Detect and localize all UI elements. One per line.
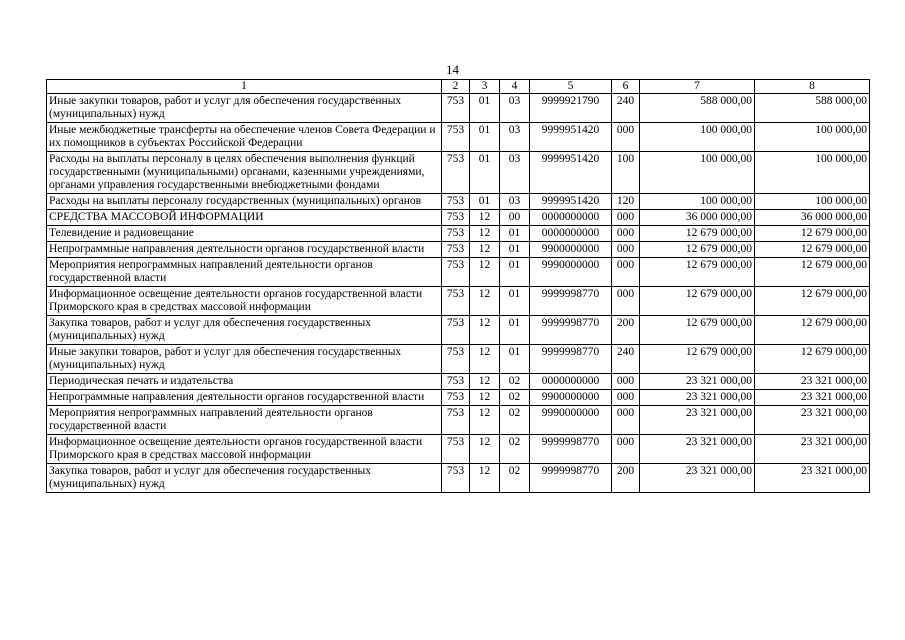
- expense-name-cell: Непрограммные направления деятельности органов государственной власти: [47, 390, 442, 406]
- amount-year-2-cell: 12 679 000,00: [755, 258, 870, 287]
- subsection-code-cell: 03: [500, 152, 530, 194]
- amount-year-1-cell: 100 000,00: [640, 194, 755, 210]
- subsection-code-cell: 01: [500, 345, 530, 374]
- table-body: [47, 94, 870, 493]
- amount-year-1-cell: 12 679 000,00: [640, 287, 755, 316]
- grbs-code-cell: 753: [442, 374, 470, 390]
- table-row: [47, 464, 870, 493]
- target-article-cell: 0000000000: [530, 374, 612, 390]
- subsection-code-cell: 01: [500, 258, 530, 287]
- target-article-cell: 9900000000: [530, 390, 612, 406]
- table-row: [47, 152, 870, 194]
- section-code-cell: 01: [470, 152, 500, 194]
- table-row: [47, 345, 870, 374]
- target-article-cell: 9999998770: [530, 345, 612, 374]
- amount-year-1-cell: 12 679 000,00: [640, 242, 755, 258]
- expense-name-cell: Периодическая печать и издательства: [47, 374, 442, 390]
- target-article-cell: 9999998770: [530, 316, 612, 345]
- expense-name-cell: Иные закупки товаров, работ и услуг для обеспечения государственных (муниципальных) нужд: [47, 94, 442, 123]
- target-article-cell: 9999921790: [530, 94, 612, 123]
- section-code-cell: 01: [470, 123, 500, 152]
- table-row: [47, 258, 870, 287]
- table-row: [47, 194, 870, 210]
- amount-year-1-cell: 12 679 000,00: [640, 226, 755, 242]
- subsection-code-cell: 00: [500, 210, 530, 226]
- table-row: [47, 210, 870, 226]
- amount-year-2-cell: 12 679 000,00: [755, 226, 870, 242]
- amount-year-1-cell: 588 000,00: [640, 94, 755, 123]
- expense-name-cell: Закупка товаров, работ и услуг для обеспечения государственных (муниципальных) нужд: [47, 464, 442, 493]
- expense-name-cell: Иные закупки товаров, работ и услуг для обеспечения государственных (муниципальных) нужд: [47, 345, 442, 374]
- subsection-code-cell: 01: [500, 226, 530, 242]
- column-header-7: 7: [640, 80, 755, 94]
- expense-name-cell: Информационное освещение деятельности органов государственной власти Приморского края в средствах массовой информации: [47, 287, 442, 316]
- subsection-code-cell: 01: [500, 316, 530, 345]
- section-code-cell: 12: [470, 374, 500, 390]
- amount-year-2-cell: 12 679 000,00: [755, 345, 870, 374]
- table-row: [47, 287, 870, 316]
- section-code-cell: 12: [470, 390, 500, 406]
- section-code-cell: 12: [470, 435, 500, 464]
- subsection-code-cell: 02: [500, 390, 530, 406]
- expense-name-cell: Мероприятия непрограммных направлений деятельности органов государственной власти: [47, 258, 442, 287]
- amount-year-2-cell: 23 321 000,00: [755, 390, 870, 406]
- section-code-cell: 12: [470, 287, 500, 316]
- amount-year-2-cell: 100 000,00: [755, 123, 870, 152]
- expense-type-cell: 000: [612, 123, 640, 152]
- target-article-cell: 0000000000: [530, 210, 612, 226]
- expense-name-cell: Непрограммные направления деятельности органов государственной власти: [47, 242, 442, 258]
- expense-type-cell: 200: [612, 464, 640, 493]
- column-header-4: 4: [500, 80, 530, 94]
- expense-name-cell: Расходы на выплаты персоналу государственных (муниципальных) органов: [47, 194, 442, 210]
- amount-year-1-cell: 12 679 000,00: [640, 316, 755, 345]
- table-row: [47, 406, 870, 435]
- amount-year-2-cell: 23 321 000,00: [755, 435, 870, 464]
- expense-type-cell: 240: [612, 94, 640, 123]
- expense-name-cell: СРЕДСТВА МАССОВОЙ ИНФОРМАЦИИ: [47, 210, 442, 226]
- table-row: [47, 226, 870, 242]
- amount-year-1-cell: 23 321 000,00: [640, 390, 755, 406]
- grbs-code-cell: 753: [442, 94, 470, 123]
- expense-type-cell: 000: [612, 226, 640, 242]
- grbs-code-cell: 753: [442, 345, 470, 374]
- table-row: [47, 374, 870, 390]
- section-code-cell: 12: [470, 406, 500, 435]
- expense-type-cell: 000: [612, 435, 640, 464]
- expense-type-cell: 000: [612, 374, 640, 390]
- table-row: [47, 123, 870, 152]
- expense-name-cell: Информационное освещение деятельности органов государственной власти Приморского края в средствах массовой информации: [47, 435, 442, 464]
- amount-year-2-cell: 100 000,00: [755, 152, 870, 194]
- budget-table: [46, 79, 870, 493]
- section-code-cell: 12: [470, 258, 500, 287]
- target-article-cell: 9900000000: [530, 242, 612, 258]
- amount-year-2-cell: 36 000 000,00: [755, 210, 870, 226]
- subsection-code-cell: 01: [500, 287, 530, 316]
- table-row: [47, 390, 870, 406]
- amount-year-1-cell: 23 321 000,00: [640, 435, 755, 464]
- section-code-cell: 01: [470, 194, 500, 210]
- grbs-code-cell: 753: [442, 258, 470, 287]
- amount-year-1-cell: 12 679 000,00: [640, 345, 755, 374]
- expense-name-cell: Закупка товаров, работ и услуг для обеспечения государственных (муниципальных) нужд: [47, 316, 442, 345]
- column-header-5: 5: [530, 80, 612, 94]
- target-article-cell: 9999998770: [530, 435, 612, 464]
- header-row: [47, 80, 870, 94]
- subsection-code-cell: 02: [500, 406, 530, 435]
- amount-year-1-cell: 36 000 000,00: [640, 210, 755, 226]
- subsection-code-cell: 01: [500, 242, 530, 258]
- amount-year-1-cell: 23 321 000,00: [640, 406, 755, 435]
- amount-year-2-cell: 12 679 000,00: [755, 287, 870, 316]
- expense-type-cell: 240: [612, 345, 640, 374]
- amount-year-2-cell: 12 679 000,00: [755, 316, 870, 345]
- section-code-cell: 12: [470, 464, 500, 493]
- expense-type-cell: 000: [612, 390, 640, 406]
- grbs-code-cell: 753: [442, 316, 470, 345]
- grbs-code-cell: 753: [442, 242, 470, 258]
- table-header: [47, 80, 870, 94]
- target-article-cell: 9990000000: [530, 406, 612, 435]
- grbs-code-cell: 753: [442, 123, 470, 152]
- expense-type-cell: 000: [612, 258, 640, 287]
- column-header-2: 2: [442, 80, 470, 94]
- target-article-cell: 9999951420: [530, 194, 612, 210]
- subsection-code-cell: 02: [500, 435, 530, 464]
- subsection-code-cell: 02: [500, 374, 530, 390]
- amount-year-1-cell: 12 679 000,00: [640, 258, 755, 287]
- section-code-cell: 12: [470, 242, 500, 258]
- target-article-cell: 0000000000: [530, 226, 612, 242]
- target-article-cell: 9999951420: [530, 123, 612, 152]
- amount-year-2-cell: 100 000,00: [755, 194, 870, 210]
- amount-year-1-cell: 100 000,00: [640, 123, 755, 152]
- amount-year-2-cell: 12 679 000,00: [755, 242, 870, 258]
- amount-year-1-cell: 23 321 000,00: [640, 374, 755, 390]
- amount-year-2-cell: 23 321 000,00: [755, 374, 870, 390]
- grbs-code-cell: 753: [442, 194, 470, 210]
- column-header-8: 8: [755, 80, 870, 94]
- amount-year-2-cell: 23 321 000,00: [755, 406, 870, 435]
- amount-year-1-cell: 23 321 000,00: [640, 464, 755, 493]
- expense-name-cell: Расходы на выплаты персоналу в целях обеспечения выполнения функций государственными (муниципальными) органами, казенными учреждениями, органами управления государственными внебюджетными фондами: [47, 152, 442, 194]
- expense-name-cell: Мероприятия непрограммных направлений деятельности органов государственной власти: [47, 406, 442, 435]
- target-article-cell: 9999998770: [530, 464, 612, 493]
- section-code-cell: 12: [470, 316, 500, 345]
- amount-year-1-cell: 100 000,00: [640, 152, 755, 194]
- grbs-code-cell: 753: [442, 287, 470, 316]
- subsection-code-cell: 02: [500, 464, 530, 493]
- target-article-cell: 9999998770: [530, 287, 612, 316]
- expense-name-cell: Иные межбюджетные трансферты на обеспечение членов Совета Федерации и их помощников в субъектах Российской Федерации: [47, 123, 442, 152]
- expense-type-cell: 100: [612, 152, 640, 194]
- subsection-code-cell: 03: [500, 94, 530, 123]
- expense-type-cell: 000: [612, 287, 640, 316]
- expense-type-cell: 000: [612, 242, 640, 258]
- expense-type-cell: 000: [612, 406, 640, 435]
- section-code-cell: 12: [470, 226, 500, 242]
- grbs-code-cell: 753: [442, 406, 470, 435]
- section-code-cell: 12: [470, 210, 500, 226]
- amount-year-2-cell: 588 000,00: [755, 94, 870, 123]
- table-row: [47, 316, 870, 345]
- section-code-cell: 12: [470, 345, 500, 374]
- expense-type-cell: 000: [612, 210, 640, 226]
- expense-name-cell: Телевидение и радиовещание: [47, 226, 442, 242]
- table-row: [47, 94, 870, 123]
- grbs-code-cell: 753: [442, 226, 470, 242]
- table-row: [47, 435, 870, 464]
- subsection-code-cell: 03: [500, 123, 530, 152]
- target-article-cell: 9999951420: [530, 152, 612, 194]
- grbs-code-cell: 753: [442, 464, 470, 493]
- page-number: 14: [446, 62, 459, 77]
- amount-year-2-cell: 23 321 000,00: [755, 464, 870, 493]
- column-header-6: 6: [612, 80, 640, 94]
- expense-type-cell: 120: [612, 194, 640, 210]
- grbs-code-cell: 753: [442, 435, 470, 464]
- expense-type-cell: 200: [612, 316, 640, 345]
- section-code-cell: 01: [470, 94, 500, 123]
- column-header-1: 1: [47, 80, 442, 94]
- grbs-code-cell: 753: [442, 390, 470, 406]
- grbs-code-cell: 753: [442, 210, 470, 226]
- target-article-cell: 9990000000: [530, 258, 612, 287]
- subsection-code-cell: 03: [500, 194, 530, 210]
- column-header-3: 3: [470, 80, 500, 94]
- table-row: [47, 242, 870, 258]
- grbs-code-cell: 753: [442, 152, 470, 194]
